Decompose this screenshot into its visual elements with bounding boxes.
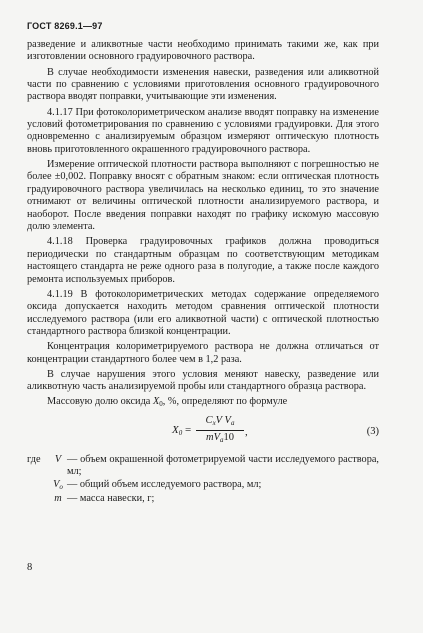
definition-item: где V — объем окрашенной фотометрируемой части исследуемого раствора, мл; [27, 453, 379, 478]
formula-comma: , [245, 425, 248, 438]
paragraph: Измерение оптической плотности раствора выполняют с погрешностью не более ±0,002. Поправку вносят с обратным знаком: если оптическая плотность градуировочного раствора увеличилась на несколько единиц, то это значение отнимают от величины оптической плотности анализируемого раствора, и наоборот. После введения поправки находят по графику искомую массовую долю элемента. [27, 159, 379, 233]
formula-numerator: $C_xV$ $V_a$ [196, 415, 244, 431]
formula-intro: Массовую долю оксида $X_0$, %, определяют по формуле [47, 396, 288, 409]
formula-denominator: $mV_a10$ [206, 432, 234, 445]
definition-item: m — масса навески, г; [54, 492, 155, 504]
paragraph: 4.1.18 Проверка градуировочных графиков должна проводиться периодически по стандартным образцам по соответствующим методикам настоящего стандарта не реже одного раза в полугодие, а также после каждого ремонта используемых приборов. [27, 236, 379, 285]
formula-lhs: $X_0$ = [172, 423, 192, 437]
page-number: 8 [27, 562, 33, 573]
paragraph: В случае нарушения этого условия меняют навеску, разведение или аликвотную часть анализируемой пробы или стандартного образца раствора. [27, 368, 379, 393]
paragraph: 4.1.17 При фотоколориметрическом анализе вводят поправку на изменение условий фотометрирования по сравнению с условиями градуировки. Для этого одновременно с анализируемым образцом измеряют оптическую плотность вновь приготовленного окрашенного градуировочного раствора. [27, 106, 379, 155]
document-body [27, 39, 379, 507]
formula-fraction [196, 415, 244, 447]
formula-3 [27, 414, 379, 452]
formula-number: (3) [366, 425, 379, 437]
paragraph: Концентрация колориметрируемого раствора не должна отличаться от концентрации стандартного более чем в 1,2 раза. [27, 341, 379, 365]
definition-item: $V_о$ — общий объем исследуемого раствора, мл; [53, 478, 262, 491]
paragraph: разведение и аликвотные части необходимо принимать такими же, как при изготовлении основного градуировочного раствора. [27, 39, 379, 63]
paragraph: 4.1.19 В фотоколориметрических методах содержание определяемого оксида допускается находить методом сравнения оптической плотности исследуемого раствора (или его аликвотной части) с оптической плотностью стандартного раствора близкой концентрации. [27, 288, 379, 337]
paragraph: В случае необходимости изменения навески, разведения или аликвотной части по сравнению с условиями приготовления основного градуировочного раствора вводят поправки, учитывающие эти изменения. [27, 66, 379, 103]
document-header: ГОСТ 8269.1—97 [27, 21, 103, 31]
definitions-list [27, 454, 379, 508]
